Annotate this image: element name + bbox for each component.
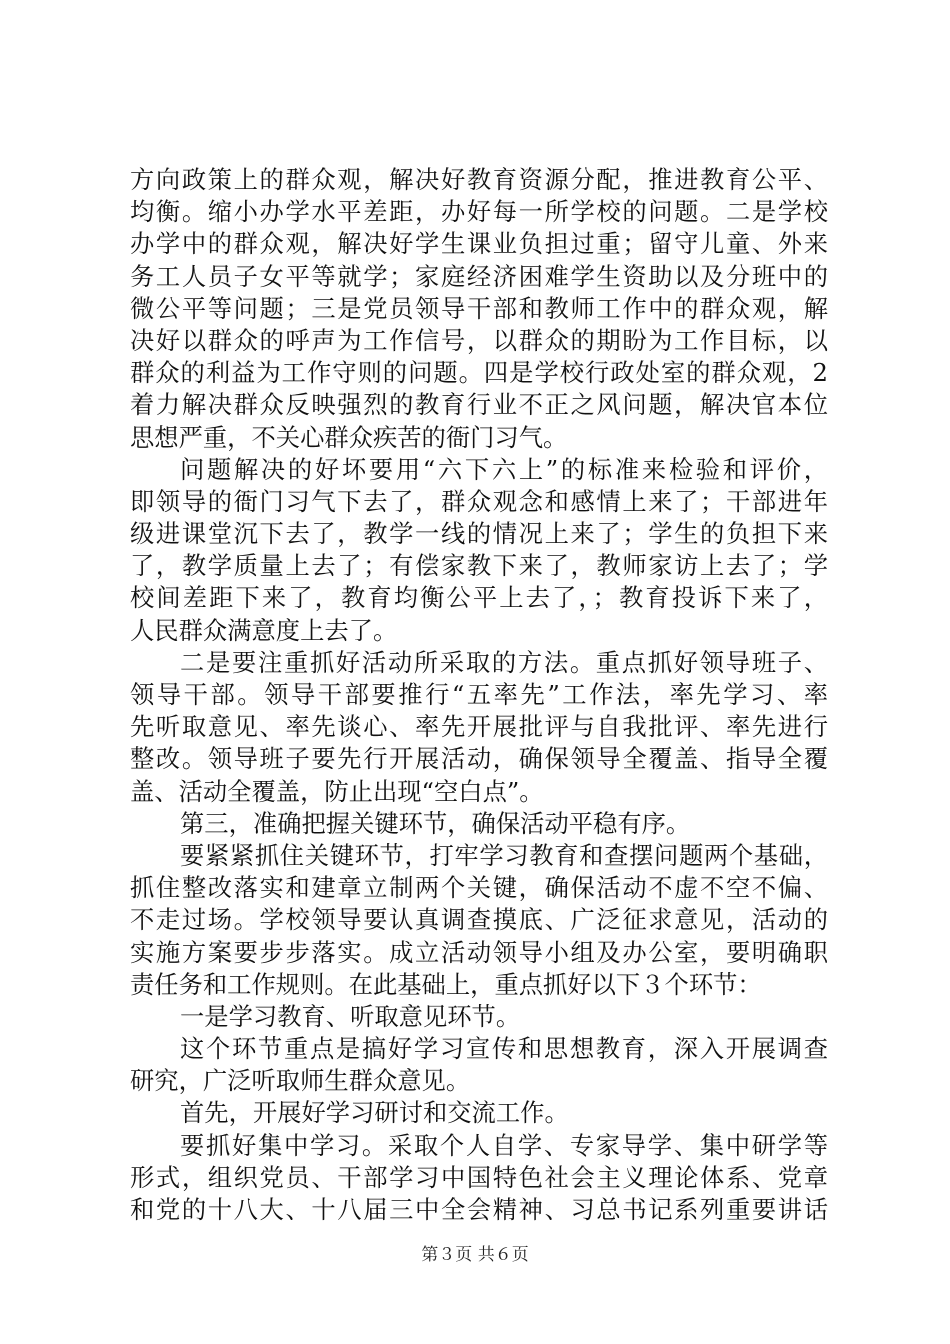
text-line: 着力解决群众反映强烈的教育行业不正之风问题，解决官本位 bbox=[130, 390, 828, 420]
text-line: 人民群众满意度上去了。 bbox=[130, 615, 398, 645]
text-line: 思想严重，不关心群众疾苦的衙门习气。 bbox=[130, 422, 568, 452]
text-line: 抓住整改落实和建章立制两个关键，确保活动不虚不空不偏、 bbox=[130, 873, 828, 903]
text-line: 实施方案要步步落实。成立活动领导小组及办公室，要明确职 bbox=[130, 937, 828, 967]
text-line: 形式，组织党员、干部学习中国特色社会主义理论体系、党章 bbox=[130, 1162, 828, 1192]
text-line: 了，教学质量上去了；有偿家教下来了，教师家访上去了；学 bbox=[130, 551, 828, 581]
text-line: 不走过场。学校领导要认真调查摸底、广泛征求意见，活动的 bbox=[130, 905, 828, 935]
document-body bbox=[130, 164, 828, 1226]
text-line: 微公平等问题；三是党员领导干部和教师工作中的群众观，解 bbox=[130, 293, 828, 323]
text-line: 要抓好集中学习。采取个人自学、专家导学、集中研学等 bbox=[180, 1130, 828, 1160]
text-line: 方向政策上的群众观，解决好教育资源分配，推进教育公平、 bbox=[130, 165, 828, 194]
text-line: 务工人员子女平等就学；家庭经济困难学生资助以及分班中的 bbox=[130, 261, 828, 291]
text-line: 盖、活动全覆盖，防止出现“空白点”。 bbox=[130, 776, 544, 806]
text-line: 领导干部。领导干部要推行“五率先”工作法，率先学习、率 bbox=[130, 680, 828, 709]
page-footer: 第３页 共６页 bbox=[421, 1245, 529, 1265]
text-line: 均衡。缩小办学水平差距，办好每一所学校的问题。二是学校 bbox=[130, 197, 828, 227]
text-line: 整改。领导班子要先行开展活动，确保领导全覆盖、指导全覆 bbox=[130, 744, 828, 774]
text-line: 群众的利益为工作守则的问题。四是学校行政处室的群众观，2 bbox=[130, 358, 828, 388]
text-line: 第三，准确把握关键环节，确保活动平稳有序。 bbox=[180, 808, 691, 838]
text-line: 决好以群众的呼声为工作信号，以群众的期盼为工作目标，以 bbox=[130, 325, 828, 355]
text-line: 先听取意见、率先谈心、率先开展批评与自我批评、率先进行 bbox=[130, 712, 828, 742]
text-line: 二是要注重抓好活动所采取的方法。重点抓好领导班子、 bbox=[180, 647, 828, 677]
text-line: 问题解决的好坏要用“六下六上”的标准来检验和评价， bbox=[180, 454, 828, 484]
text-line: 办学中的群众观，解决好学生课业负担过重；留守儿童、外来 bbox=[130, 229, 828, 259]
text-line: 要紧紧抓住关键环节，打牢学习教育和查摆问题两个基础， bbox=[180, 840, 828, 870]
text-line: 即领导的衙门习气下去了，群众观念和感情上来了；干部进年 bbox=[130, 486, 828, 516]
text-line: 一是学习教育、听取意见环节。 bbox=[180, 1001, 521, 1031]
text-line: 校间差距下来了，教育均衡公平上去了，；教育投诉下来了， bbox=[130, 583, 828, 613]
text-line: 级进课堂沉下去了，教学一线的情况上来了；学生的负担下来 bbox=[130, 519, 828, 549]
text-line: 和党的十八大、十八届三中全会精神、习总书记系列重要讲话 bbox=[130, 1195, 828, 1224]
text-line: 研究，广泛听取师生群众意见。 bbox=[130, 1066, 471, 1096]
text-line: 这个环节重点是搞好学习宣传和思想教育，深入开展调查 bbox=[180, 1034, 828, 1064]
text-line: 责任务和工作规则。在此基础上，重点抓好以下３个环节： bbox=[130, 969, 762, 999]
text-line: 首先，开展好学习研讨和交流工作。 bbox=[180, 1098, 569, 1128]
